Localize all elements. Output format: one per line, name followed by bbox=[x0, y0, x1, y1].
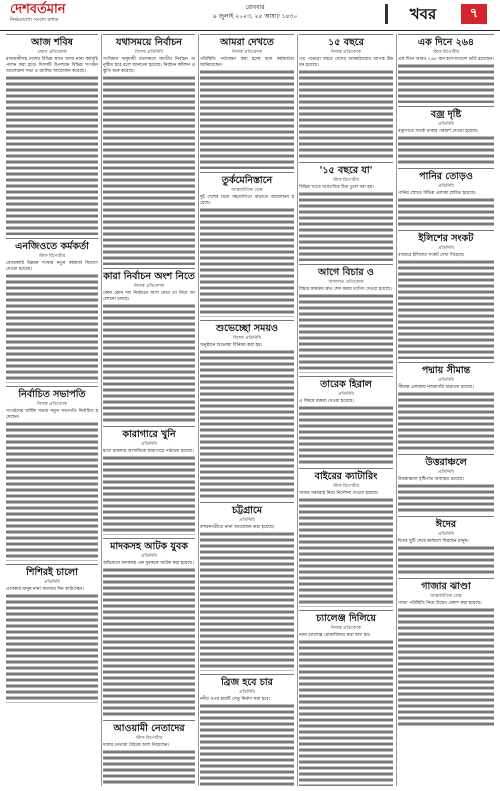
article-byline: প্রতিনিধি bbox=[438, 378, 454, 383]
article-byline: স্টাফ রিপোর্টার bbox=[432, 50, 460, 55]
article-text-lines bbox=[299, 497, 393, 607]
page-content bbox=[6, 34, 494, 786]
article-byline: নিজস্ব প্রতিবেদক bbox=[231, 50, 263, 55]
article-byline: প্রধান প্রতিবেদক bbox=[37, 50, 67, 55]
article-byline: প্রতিনিধি bbox=[239, 518, 255, 523]
article-text-lines bbox=[103, 567, 195, 717]
article-body: সংগঠনের বার্ষিক সভায় নতুন সভাপতি নির্বাচিত হয়েছেন। bbox=[6, 409, 98, 420]
column-rule bbox=[297, 34, 298, 786]
article-headline[interactable]: আমরা দেখতে bbox=[200, 34, 294, 49]
article-body: এক দিনে আরও ২৬৪ জন হাসপাতালে ভর্তি হয়েছেন। bbox=[398, 57, 494, 62]
news-article bbox=[103, 538, 195, 717]
masthead bbox=[0, 0, 500, 31]
article-headline[interactable]: চট্টগ্রামে bbox=[200, 502, 294, 517]
news-article bbox=[299, 34, 393, 159]
article-headline[interactable]: পদ্মায় সীমান্ত bbox=[398, 362, 494, 377]
article-text-lines bbox=[103, 455, 195, 535]
article-byline: বিশেষ প্রতিনিধি bbox=[135, 50, 163, 55]
news-article bbox=[103, 268, 195, 423]
article-text-lines bbox=[299, 69, 393, 159]
article-body: পরিস্থিতি পর্যবেক্ষণ করা হচ্ছে বলে কর্মকর্তারা জানিয়েছেন। bbox=[200, 57, 294, 68]
news-article bbox=[299, 610, 393, 786]
news-article bbox=[6, 34, 98, 235]
article-text-lines bbox=[299, 405, 393, 465]
article-headline[interactable]: আওয়ামী নেতাদের bbox=[103, 720, 195, 735]
news-article bbox=[103, 720, 195, 786]
article-text-lines bbox=[200, 349, 294, 499]
article-text-lines bbox=[103, 75, 195, 265]
article-byline: নিজস্ব প্রতিবেদক bbox=[133, 284, 165, 289]
article-text-lines bbox=[398, 545, 494, 575]
news-article bbox=[6, 564, 98, 703]
article-headline[interactable]: নির্বাচিত সভাপতি bbox=[6, 386, 98, 401]
article-body: বিচার কার্যক্রম দ্রুত শেষ করার তাগিদ দেওয়া হয়েছে। bbox=[299, 287, 392, 292]
article-byline: প্রতিনিধি bbox=[438, 470, 454, 475]
article-text-lines bbox=[103, 749, 195, 786]
article-byline: আন্তর্জাতিক ডেস্ক bbox=[430, 594, 462, 599]
news-article bbox=[398, 454, 494, 513]
column-4 bbox=[299, 34, 393, 786]
article-text-lines bbox=[299, 191, 393, 261]
article-headline[interactable]: ইলিশের সংকট bbox=[398, 230, 494, 245]
article-body: খাবার সরবরাহ নিয়ে নির্দেশনা দেওয়া হয়েছে। bbox=[299, 491, 379, 496]
article-headline[interactable]: বাইরের ক্যাটারিং bbox=[299, 468, 393, 483]
article-text-lines bbox=[6, 421, 98, 561]
article-byline: প্রতিনিধি bbox=[141, 442, 157, 447]
news-article bbox=[398, 168, 494, 227]
article-headline[interactable]: কারাগারে খুনি bbox=[103, 426, 195, 441]
news-article bbox=[299, 376, 393, 465]
article-text-lines bbox=[398, 607, 494, 727]
column-1 bbox=[6, 34, 98, 786]
news-article bbox=[398, 34, 494, 103]
article-body: অনুষ্ঠানে শুভেচ্ছা বিনিময় করা হয়। bbox=[200, 343, 263, 348]
article-headline[interactable]: যথাসময়ে নির্বাচন bbox=[103, 34, 195, 49]
article-byline: প্রতিনিধি bbox=[44, 580, 60, 585]
article-text-lines bbox=[398, 391, 494, 451]
news-article bbox=[299, 468, 393, 607]
article-body: নদীর ওপর চারটি সেতু নির্মাণ করা হবে। bbox=[200, 697, 271, 702]
dateline bbox=[195, 3, 315, 21]
article-text-lines bbox=[398, 135, 494, 165]
article-text-lines bbox=[200, 531, 294, 671]
article-headline[interactable]: এক দিনে ২৬৪ bbox=[398, 34, 494, 49]
issue-date: ৯ জুলাই ২০২৩, ২৫ আষাঢ় ১৪৩০ bbox=[212, 13, 298, 20]
article-text-lines bbox=[6, 593, 98, 703]
article-text-lines bbox=[6, 75, 98, 235]
article-headline[interactable]: এনজিওতে কর্মকর্তা bbox=[6, 238, 98, 253]
article-body: সীমান্ত এলাকায় নজরদারি বাড়ানো হয়েছে। bbox=[398, 385, 474, 390]
article-text-lines bbox=[398, 197, 494, 227]
article-body: দলের নেতারা বৈঠকে অংশ নিয়েছেন। bbox=[103, 743, 170, 748]
article-headline[interactable]: শুভেচ্ছো সময়ও bbox=[200, 320, 294, 335]
article-byline: প্রতিনিধি bbox=[141, 554, 157, 559]
news-article bbox=[398, 362, 494, 451]
article-text-lines bbox=[398, 63, 494, 103]
news-article bbox=[200, 320, 294, 499]
article-text-lines bbox=[299, 639, 393, 786]
article-body: নানা চ্যালেঞ্জ মোকাবিলার কথা বলা হয়। bbox=[299, 633, 371, 638]
issue-day: রোববার bbox=[245, 4, 265, 11]
article-headline[interactable]: ১৫ বছরে bbox=[299, 34, 393, 49]
column-rule bbox=[101, 34, 102, 786]
article-headline[interactable]: উত্তরাঞ্চলে bbox=[398, 454, 494, 469]
article-body: বন্দরনগরীতে নানা আয়োজন করা হয়েছে। bbox=[200, 525, 275, 530]
article-body: ঈদের ছুটি শেষে কর্মস্থলে ফিরছেন মানুষ। bbox=[398, 539, 469, 544]
news-article bbox=[398, 578, 494, 727]
column-rule bbox=[396, 34, 397, 786]
article-byline: প্রতিনিধি bbox=[338, 392, 354, 397]
article-text-lines bbox=[6, 273, 98, 383]
article-headline[interactable]: আজ শবিষ bbox=[6, 34, 98, 49]
article-byline: বিশেষ প্রতিনিধি bbox=[233, 336, 261, 341]
article-body: বেসরকারি উন্নয়ন সংস্থায় নতুন কর্মকর্তা নিয়োগ দেওয়া হয়েছে। bbox=[6, 261, 98, 272]
article-body: এলাকার মানুষ নানা সমস্যায় দিন কাটাচ্ছেন। bbox=[6, 587, 84, 592]
article-byline: স্টাফ রিপোর্টার bbox=[332, 484, 360, 489]
newspaper-title: দেশবর্তমান bbox=[10, 2, 66, 17]
news-article bbox=[398, 106, 494, 165]
article-headline[interactable]: শিশিরই চালো bbox=[6, 564, 98, 579]
article-headline[interactable]: '১৫ বছরে যা' bbox=[299, 162, 393, 177]
news-article bbox=[398, 230, 494, 359]
newspaper-tagline: নির্ভরযোগ্য সংবাদ মাধ্যম bbox=[10, 17, 59, 23]
article-headline[interactable]: পানির তোড়ও bbox=[398, 168, 494, 183]
news-article bbox=[103, 426, 195, 535]
news-article bbox=[200, 34, 294, 169]
article-byline: প্রতিনিধি bbox=[438, 246, 454, 251]
article-body: হত্যা মামলার আসামিকে কারাগারে পাঠানো হয়েছে। bbox=[103, 449, 194, 454]
article-body: উত্তরাঞ্চলে বৃষ্টিপাত অব্যাহত রয়েছে। bbox=[398, 477, 464, 482]
article-byline: আদালত প্রতিবেদক bbox=[328, 280, 364, 285]
column-3 bbox=[200, 34, 294, 786]
article-byline: প্রতিনিধি bbox=[438, 122, 454, 127]
article-byline: প্রতিনিধি bbox=[438, 184, 454, 189]
article-text-lines bbox=[200, 69, 294, 169]
article-byline: স্টাফ রিপোর্টার bbox=[332, 178, 360, 183]
article-body: এ বিষয়ে বক্তব্য দেওয়া হয়েছে। bbox=[299, 399, 354, 404]
article-headline[interactable]: ঈদের bbox=[398, 516, 494, 531]
news-article bbox=[6, 386, 98, 561]
article-body: বিভিন্ন খাতে অগ্রগতির চিত্র তুলে ধরা হয়। bbox=[299, 185, 374, 190]
article-body: দুই দেশের মধ্যে সহযোগিতা বাড়াতে আলোচনা হয়েছে। bbox=[200, 195, 294, 206]
article-headline[interactable]: তারেক হিরাল bbox=[299, 376, 393, 391]
news-article bbox=[398, 516, 494, 575]
newspaper-logo bbox=[10, 3, 76, 25]
article-headline[interactable]: বজ্র দৃষ্টি bbox=[398, 106, 494, 121]
article-byline: নিজস্ব প্রতিবেদক bbox=[36, 402, 68, 407]
article-body: রাজধানীসহ দেশের বিভিন্ন স্থানে আজ নানা কর্মসূচি পালন করা হবে। দিবসটি উপলক্ষে বিভিন্ন সংগঠন আলোচনা সভা ও র‍্যালির আয়োজন করেছে। bbox=[6, 57, 98, 74]
article-body: সংবিধান অনুযায়ী যথাসময়ে জাতীয় নির্বাচন অনুষ্ঠিত হবে বলে জানানো হয়েছে। নির্বাচন কমিশন প্রস্তুতি শুরু করেছে। bbox=[103, 57, 195, 74]
article-body: গাজা পরিস্থিতি নিয়ে উদ্বেগ প্রকাশ করা হয়েছে। bbox=[398, 601, 482, 606]
news-article bbox=[103, 34, 195, 265]
article-body: কোন কোন দল নির্বাচনে অংশ নেবে তা নিয়ে আলোচনা চলছে। bbox=[103, 291, 195, 302]
article-headline[interactable]: ব্রিজ হবে চার bbox=[200, 674, 294, 689]
article-byline: স্টাফ রিপোর্টার bbox=[135, 736, 163, 741]
article-byline: প্রতিনিধি bbox=[438, 532, 454, 537]
news-article bbox=[200, 674, 294, 786]
news-article bbox=[299, 264, 393, 373]
article-text-lines bbox=[200, 703, 294, 786]
article-byline: স্টাফ রিপোর্টার bbox=[38, 254, 66, 259]
page-number-badge: ৭ bbox=[461, 4, 487, 24]
article-text-lines bbox=[299, 293, 393, 373]
article-headline[interactable]: আগে বিচার ও bbox=[299, 264, 393, 279]
article-body: বাজারে ইলিশের সংকট দেখা দিয়েছে। bbox=[398, 253, 465, 258]
article-body: গত পনেরো বছরে দেশের অবকাঠামোর ব্যাপক উন্নয়ন হয়েছে। bbox=[299, 57, 393, 68]
article-text-lines bbox=[200, 207, 294, 317]
news-article bbox=[6, 238, 98, 383]
article-byline: আন্তর্জাতিক ডেস্ক bbox=[231, 188, 263, 193]
article-headline[interactable]: গাজার ঝাণ্ডা bbox=[398, 578, 494, 593]
article-text-lines bbox=[103, 303, 195, 423]
article-byline: প্রতিনিধি bbox=[239, 690, 255, 695]
article-headline[interactable]: তুর্কমেনিস্তানে bbox=[200, 172, 294, 187]
column-5 bbox=[398, 34, 494, 786]
article-byline: নিজস্ব প্রতিবেদক bbox=[330, 50, 362, 55]
news-article bbox=[299, 162, 393, 261]
column-2 bbox=[103, 34, 195, 786]
news-article bbox=[200, 172, 294, 317]
news-article bbox=[200, 502, 294, 671]
article-body: পানির স্রোতে বিভিন্ন এলাকা প্লাবিত হয়েছে। bbox=[398, 191, 476, 196]
article-headline[interactable]: কারা নির্বাচন অংশ নিতে bbox=[103, 268, 195, 283]
article-body: অভিযানে মাদকসহ এক যুবককে আটক করা হয়েছে। bbox=[103, 561, 194, 566]
section-name: খবর bbox=[385, 4, 458, 24]
article-byline: নিজস্ব প্রতিবেদক bbox=[330, 626, 362, 631]
article-headline[interactable]: চ্যালেঞ্জ দিলিয়ে bbox=[299, 610, 393, 625]
article-text-lines bbox=[398, 483, 494, 513]
article-text-lines bbox=[398, 259, 494, 359]
article-body: বজ্রপাতে সতর্ক থাকার পরামর্শ দেওয়া হয়েছে। bbox=[398, 129, 479, 134]
article-headline[interactable]: মাদকসহ আটক যুবক bbox=[103, 538, 195, 553]
column-rule bbox=[198, 34, 199, 786]
